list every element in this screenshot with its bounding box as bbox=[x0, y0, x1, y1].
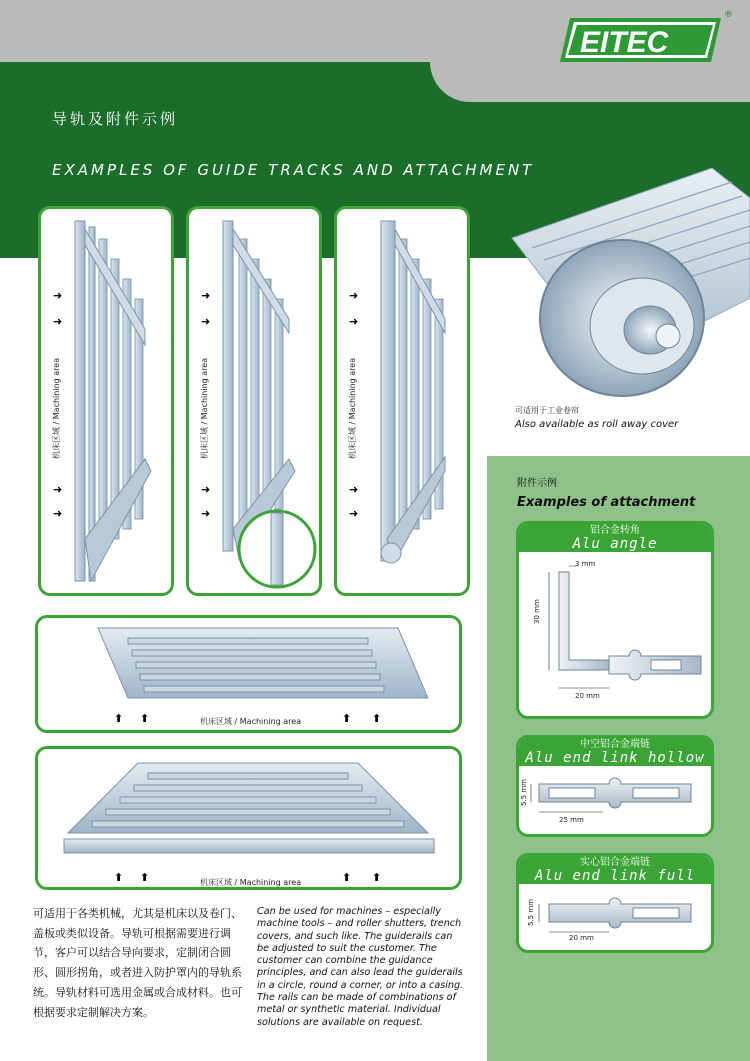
arrow-icon: ➜ bbox=[53, 289, 63, 302]
header-grey-curve bbox=[430, 62, 750, 102]
alu-angle-drawing bbox=[519, 552, 711, 716]
arrow-up-icon: ⬆ bbox=[372, 712, 382, 725]
alu-end-link-full-card bbox=[516, 853, 714, 953]
arrow-icon: ➜ bbox=[201, 483, 211, 496]
page-title-cn: 导轨及附件示例 bbox=[52, 110, 179, 128]
dim-label: 20 mm bbox=[575, 692, 600, 700]
alu-angle-card bbox=[516, 521, 714, 719]
arrow-up-icon: ⬆ bbox=[114, 871, 124, 884]
arrow-up-icon: ⬆ bbox=[140, 712, 150, 725]
alu-end-link-hollow-header bbox=[519, 738, 711, 766]
eitec-logo bbox=[558, 14, 723, 66]
dim-label: 5.5 mm bbox=[527, 899, 535, 926]
alu-end-link-full-cn: 实心铝合金端链 bbox=[580, 857, 650, 868]
dim-label: 3 mm bbox=[575, 560, 596, 568]
description-en: Can be used for machines – especially machine tools – and roller shutters, trench covers, and such like. The guiderails can be adjusted to suit the customer. The customer can combine the guidance principles, and can also lead the guiderails in a circle, round a corner, or into a casing. The rails can be made of combinations of metal or synthetic material. Individual solutions are available on request. bbox=[257, 906, 464, 1028]
arrow-icon: ➜ bbox=[349, 507, 359, 520]
roll-caption-en: Also available as roll away cover bbox=[515, 419, 679, 430]
arrow-icon: ➜ bbox=[53, 507, 63, 520]
arrow-icon: ➜ bbox=[201, 315, 211, 328]
arrow-icon: ➜ bbox=[53, 483, 63, 496]
logo-text: EITEC bbox=[580, 26, 669, 59]
guide-track-panel-3 bbox=[334, 206, 470, 596]
arrow-up-icon: ⬆ bbox=[114, 712, 124, 725]
attachment-title-cn: 附件示例 bbox=[517, 478, 557, 489]
arrow-up-icon: ⬆ bbox=[342, 712, 352, 725]
guide-track-panel-2 bbox=[186, 206, 322, 596]
machining-area-label: 机床区域 / Machining area bbox=[348, 357, 357, 459]
arrow-up-icon: ⬆ bbox=[342, 871, 352, 884]
arrow-up-icon: ⬆ bbox=[372, 871, 382, 884]
attachment-title-en: Examples of attachment bbox=[517, 495, 696, 510]
guide-track-panel-4 bbox=[35, 615, 462, 733]
alu-end-link-hollow-card bbox=[516, 735, 714, 837]
alu-end-link-full-header bbox=[519, 856, 711, 884]
dim-label: 25 mm bbox=[559, 816, 584, 824]
guide-track-illustration-5 bbox=[38, 749, 459, 887]
machining-area-label: 机床区域 / Machining area bbox=[52, 357, 61, 459]
dim-label: 20 mm bbox=[569, 934, 594, 942]
page-title-en: EXAMPLES OF GUIDE TRACKS AND ATTACHMENT bbox=[52, 161, 535, 179]
alu-end-link-full-en: Alu end link full bbox=[534, 868, 696, 884]
alu-end-link-hollow-drawing bbox=[519, 766, 711, 834]
guide-track-panel-5 bbox=[35, 746, 462, 890]
arrow-icon: ➜ bbox=[349, 315, 359, 328]
registered-mark: ® bbox=[724, 10, 733, 20]
arrow-up-icon: ⬆ bbox=[140, 871, 150, 884]
description-cn: 可适用于各类机械，尤其是机床以及卷门、盖板或类似设备。导轨可根据需要进行调节，客户可以结合导向要求，定制闭合圆形、圆形拐角，或者进入防护罩内的导轨系统。导轨材料可选用金属或合成材料。也可根据要求定制解决方案。 bbox=[33, 907, 242, 1019]
machining-area-label: 机床区域 / Machining area bbox=[200, 357, 209, 459]
arrow-icon: ➜ bbox=[349, 483, 359, 496]
alu-end-link-hollow-cn: 中空铝合金端链 bbox=[580, 739, 650, 750]
machining-area-label: 机床区域 / Machining area bbox=[200, 878, 302, 887]
alu-angle-en: Alu angle bbox=[572, 536, 658, 552]
guide-track-illustration-4 bbox=[38, 618, 459, 730]
machining-area-label: 机床区域 / Machining area bbox=[200, 717, 302, 726]
arrow-icon: ➜ bbox=[349, 289, 359, 302]
dim-label: 5.5 mm bbox=[520, 779, 528, 806]
alu-end-link-hollow-en: Alu end link hollow bbox=[525, 750, 705, 766]
roll-away-cover-illustration bbox=[472, 168, 750, 400]
guide-track-panel-1 bbox=[38, 206, 174, 596]
alu-angle-cn: 铝合金转角 bbox=[590, 525, 640, 536]
alu-end-link-full-drawing bbox=[519, 884, 711, 950]
alu-angle-header bbox=[519, 524, 711, 552]
roll-caption-cn: 可适用于工业卷帘 bbox=[515, 406, 579, 415]
arrow-icon: ➜ bbox=[53, 315, 63, 328]
dim-label: 30 mm bbox=[533, 599, 541, 624]
arrow-icon: ➜ bbox=[201, 289, 211, 302]
arrow-icon: ➜ bbox=[201, 507, 211, 520]
